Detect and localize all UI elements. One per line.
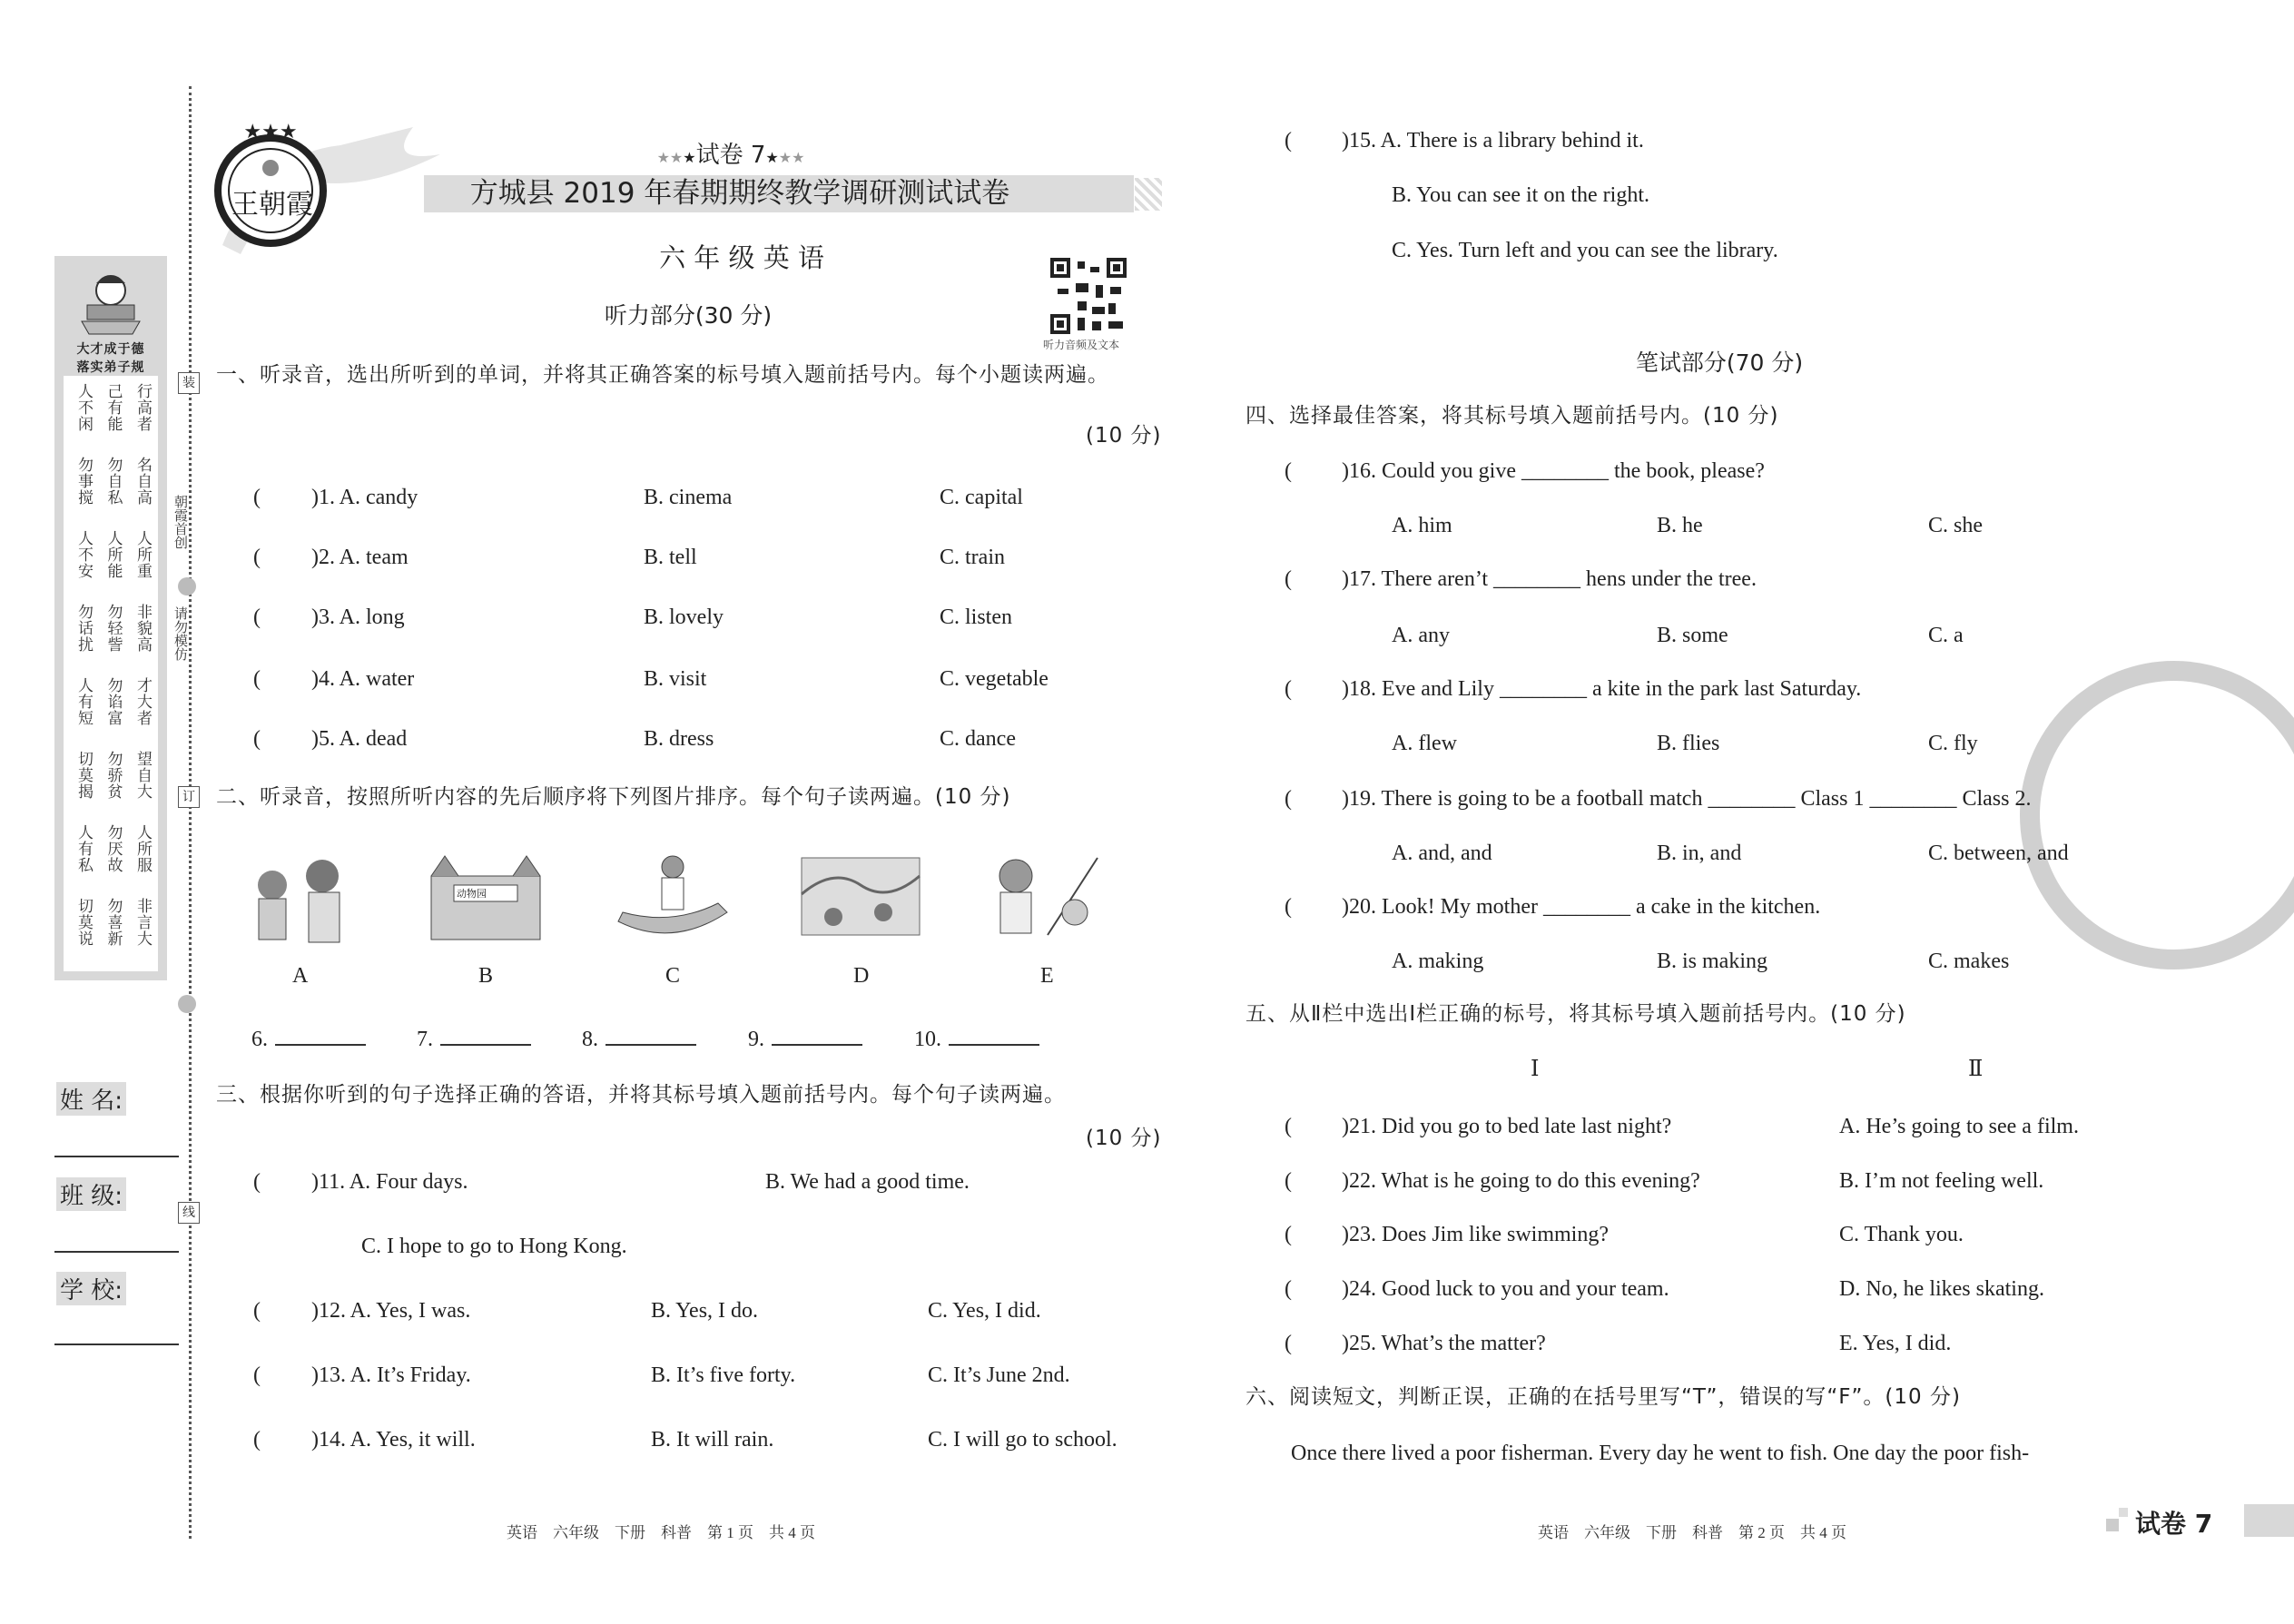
footer-page-2: 英语 六年级 下册 科普 第 2 页 共 4 页 xyxy=(1538,1524,1846,1541)
question-2: )2. A. team xyxy=(311,546,409,569)
verse-column: 勿厌故 xyxy=(103,824,123,873)
picture-label-e: E xyxy=(1040,964,1054,988)
option-a: A. flew xyxy=(1392,732,1457,755)
option-a: A. him xyxy=(1392,514,1452,537)
question-5: )5. A. dead xyxy=(311,727,408,751)
answer-paren[interactable]: ( xyxy=(1285,787,1292,811)
sidebar-panel xyxy=(54,256,167,980)
verse-column: 人所能 xyxy=(103,530,123,579)
answer-paren[interactable]: ( xyxy=(253,486,261,509)
answer-paren[interactable]: ( xyxy=(253,727,261,751)
section2-heading: 二、听录音，按照所听内容的先后顺序将下列图片排序。每个句子读两遍。(10 分) xyxy=(216,785,1011,809)
logo-text: 王朝霞 xyxy=(231,189,313,221)
verse-column: 己有能 xyxy=(103,383,123,432)
order-blank xyxy=(251,1024,366,1053)
option-b: B. in, and xyxy=(1657,842,1742,865)
answer-paren[interactable]: ( xyxy=(253,605,261,629)
verse-column: 勿谄富 xyxy=(103,677,123,726)
margin-seal-icon xyxy=(178,995,196,1013)
option-b: B. dress xyxy=(644,727,714,751)
option-b: B. flies xyxy=(1657,732,1720,755)
question-4: )4. A. water xyxy=(311,667,415,691)
verse-column: 切莫揭 xyxy=(74,751,93,800)
page-title: 方城县 2019 年春期期终教学调研测试试卷 xyxy=(469,177,1010,210)
section6-heading: 六、阅读短文，判断正误，正确的在括号里写“T”，错误的写“F”。(10 分) xyxy=(1245,1385,1961,1409)
writing-part-title: 笔试部分(70 分) xyxy=(1635,349,1804,376)
dizigui-verses xyxy=(64,376,158,971)
verse-column: 人不安 xyxy=(74,530,93,579)
match-question-25: )25. What’s the matter? xyxy=(1342,1332,1546,1355)
scholar-cartoon-icon xyxy=(74,265,147,338)
school-label: 学 校: xyxy=(56,1272,126,1305)
verse-column: 才大者 xyxy=(133,677,152,726)
answer-paren[interactable]: ( xyxy=(1285,1223,1292,1246)
margin-mark-xian: 线 xyxy=(178,1202,200,1224)
margin-note-original: 朝霞首创 xyxy=(172,495,189,549)
answer-blank[interactable] xyxy=(605,1024,696,1046)
option-b: B. We had a good time. xyxy=(765,1170,970,1194)
question-17: )17. There aren’t ________ hens under the tree. xyxy=(1342,567,1757,591)
answer-paren[interactable]: ( xyxy=(1285,129,1292,153)
svg-text:★★★: ★★★ xyxy=(243,120,298,143)
question-14: )14. A. Yes, it will. xyxy=(311,1428,476,1452)
school-field[interactable] xyxy=(54,1343,179,1345)
answer-paren[interactable]: ( xyxy=(1285,567,1292,591)
verse-group xyxy=(74,457,151,506)
name-label: 姓 名: xyxy=(56,1082,126,1116)
class-label: 班 级: xyxy=(56,1177,126,1211)
picture-e xyxy=(984,849,1111,944)
question-16: )16. Could you give ________ the book, please? xyxy=(1342,459,1765,483)
reading-passage: Once there lived a poor fisherman. Every day he went to fish. One day the poor fish- xyxy=(1291,1442,2030,1465)
option-b: B. is making xyxy=(1657,950,1768,973)
answer-blank[interactable] xyxy=(772,1024,862,1046)
answer-paren[interactable]: ( xyxy=(253,1170,261,1194)
footer-page-1: 英语 六年级 下册 科普 第 1 页 共 4 页 xyxy=(507,1524,815,1541)
option-c: C. between, and xyxy=(1928,842,2069,865)
option-c: C. dance xyxy=(940,727,1016,751)
margin-mark-ding: 订 xyxy=(178,786,200,808)
question-11: )11. A. Four days. xyxy=(311,1170,468,1194)
answer-paren[interactable]: ( xyxy=(1285,895,1292,919)
question-20: )20. Look! My mother ________ a cake in the kitchen. xyxy=(1342,895,1821,919)
match-question-21: )21. Did you go to bed late last night? xyxy=(1342,1115,1672,1138)
answer-blank[interactable] xyxy=(275,1024,366,1046)
answer-paren[interactable]: ( xyxy=(253,1428,261,1452)
option-c: C. capital xyxy=(940,486,1023,509)
option-c: C. It’s June 2nd. xyxy=(928,1363,1070,1387)
section1-score: (10 分) xyxy=(1086,424,1162,448)
margin-seal-icon xyxy=(178,577,196,595)
binding-line xyxy=(189,86,192,1539)
match-answer: E. Yes, I did. xyxy=(1839,1332,1952,1355)
column-1-header: Ⅰ xyxy=(1531,1058,1540,1081)
option-a: A. any xyxy=(1392,624,1450,647)
verse-column: 名自高 xyxy=(133,457,152,506)
qr-caption: 听力音频及文本 xyxy=(1043,339,1120,351)
question-12: )12. A. Yes, I was. xyxy=(311,1299,471,1323)
verse-group xyxy=(74,677,151,726)
option-b: B. lovely xyxy=(644,605,724,629)
match-question-24: )24. Good luck to you and your team. xyxy=(1342,1277,1669,1301)
option-c: C. I hope to go to Hong Kong. xyxy=(361,1235,627,1258)
watermark-seal xyxy=(2020,661,2294,969)
question-15: )15. A. There is a library behind it. xyxy=(1342,129,1644,153)
paper-label-text: 试卷 7 xyxy=(695,142,766,169)
picture-c xyxy=(609,849,736,944)
option-b: B. some xyxy=(1657,624,1728,647)
verse-group xyxy=(74,751,151,800)
question-19: )19. There is going to be a football match ________ Class 1 ________ Class 2. xyxy=(1342,787,2032,811)
option-c: C. listen xyxy=(940,605,1013,629)
answer-paren[interactable]: ( xyxy=(253,546,261,569)
verse-column: 勿事搅 xyxy=(74,457,93,506)
option-c: C. Yes. Turn left and you can see the library. xyxy=(1392,239,1778,262)
match-answer: C. Thank you. xyxy=(1839,1223,1964,1246)
stars-left: ★★ xyxy=(656,149,684,166)
verse-column: 切莫说 xyxy=(74,898,93,947)
verse-column: 人不闲 xyxy=(74,383,93,432)
picture-b-sign: 动物园 xyxy=(457,888,487,900)
margin-note-no-copy: 请勿模仿 xyxy=(172,606,189,661)
option-b: B. visit xyxy=(644,667,707,691)
match-answer: D. No, he likes skating. xyxy=(1839,1277,2044,1301)
verse-column: 勿话扰 xyxy=(74,604,93,653)
verse-column: 非言大 xyxy=(133,898,152,947)
picture-label-b: B xyxy=(478,964,494,988)
question-18: )18. Eve and Lily ________ a kite in the park last Saturday. xyxy=(1342,677,1862,701)
class-field[interactable] xyxy=(54,1251,179,1253)
answer-paren[interactable]: ( xyxy=(1285,1115,1292,1138)
order-blank xyxy=(914,1024,1039,1053)
paper-badge-text: 试卷 7 xyxy=(2135,1509,2213,1539)
answer-paren[interactable]: ( xyxy=(1285,1332,1292,1355)
section5-heading: 五、从Ⅱ栏中选出Ⅰ栏正确的标号，将其标号填入题前括号内。(10 分) xyxy=(1245,1002,1906,1026)
verse-group xyxy=(74,898,151,947)
option-c: C. Yes, I did. xyxy=(928,1299,1041,1323)
option-b: B. It’s five forty. xyxy=(651,1363,796,1387)
motto-line-2: 落实弟子规 xyxy=(76,360,145,375)
paper-badge xyxy=(2106,1504,2294,1537)
blank-number: 8. xyxy=(582,1028,598,1051)
option-b: B. It will rain. xyxy=(651,1428,774,1452)
option-b: B. Yes, I do. xyxy=(651,1299,759,1323)
banner-pattern xyxy=(1135,178,1162,211)
match-question-22: )22. What is he going to do this evening? xyxy=(1342,1169,1700,1193)
question-13: )13. A. It’s Friday. xyxy=(311,1363,471,1387)
verse-column: 行高者 xyxy=(133,383,152,432)
paper-label: ★★★试卷 7★★★ xyxy=(656,142,805,169)
verse-column: 望自大 xyxy=(133,751,152,800)
option-c: C. fly xyxy=(1928,732,1978,755)
match-answer: B. I’m not feeling well. xyxy=(1839,1169,2044,1193)
qr-code-icon[interactable] xyxy=(1050,258,1127,334)
blank-number: 10. xyxy=(914,1028,941,1051)
blank-number: 9. xyxy=(748,1028,764,1051)
option-b: B. You can see it on the right. xyxy=(1392,183,1649,207)
order-blank xyxy=(748,1024,862,1053)
blank-number: 7. xyxy=(417,1028,433,1051)
name-field[interactable] xyxy=(54,1156,179,1157)
option-b: B. tell xyxy=(644,546,697,569)
verse-column: 人有私 xyxy=(74,824,93,873)
option-c: C. I will go to school. xyxy=(928,1428,1117,1452)
answer-paren[interactable]: ( xyxy=(1285,459,1292,483)
option-b: B. he xyxy=(1657,514,1703,537)
section3-heading: 三、根据你听到的句子选择正确的答语，并将其标号填入题前括号内。每个句子读两遍。 xyxy=(216,1083,1066,1107)
question-1: )1. A. candy xyxy=(311,486,418,509)
verse-column: 人有短 xyxy=(74,677,93,726)
option-c: C. vegetable xyxy=(940,667,1049,691)
verse-column: 非貌高 xyxy=(133,604,152,653)
option-a: A. and, and xyxy=(1392,842,1492,865)
option-c: C. train xyxy=(940,546,1005,569)
listening-part-title: 听力部分(30 分) xyxy=(604,302,773,329)
answer-blank[interactable] xyxy=(949,1024,1039,1046)
option-c: C. a xyxy=(1928,624,1964,647)
section1-heading: 一、听录音，选出所听到的单词，并将其正确答案的标号填入题前括号内。每个小题读两遍。 xyxy=(216,363,1109,387)
verse-column: 勿轻訾 xyxy=(103,604,123,653)
picture-label-a: A xyxy=(292,964,309,988)
verse-column: 勿喜新 xyxy=(103,898,123,947)
answer-paren[interactable]: ( xyxy=(253,667,261,691)
verse-group xyxy=(74,604,151,653)
answer-paren[interactable]: ( xyxy=(253,1299,261,1323)
verse-group xyxy=(74,530,151,579)
order-blank xyxy=(582,1024,696,1053)
picture-a xyxy=(236,849,363,944)
verse-group xyxy=(74,824,151,873)
verse-column: 人所服 xyxy=(133,824,152,873)
section4-heading: 四、选择最佳答案，将其标号填入题前括号内。(10 分) xyxy=(1245,404,1779,428)
question-3: )3. A. long xyxy=(311,605,405,629)
match-question-23: )23. Does Jim like swimming? xyxy=(1342,1223,1609,1246)
answer-paren[interactable]: ( xyxy=(1285,677,1292,701)
answer-paren[interactable]: ( xyxy=(1285,1169,1292,1193)
margin-mark-zhuang: 装 xyxy=(178,372,200,394)
option-a: A. making xyxy=(1392,950,1484,973)
verse-group xyxy=(74,383,151,432)
answer-paren[interactable]: ( xyxy=(1285,1277,1292,1301)
picture-b xyxy=(422,849,549,944)
picture-d xyxy=(797,849,924,944)
option-c: C. she xyxy=(1928,514,1983,537)
picture-label-d: D xyxy=(853,964,870,988)
option-c: C. makes xyxy=(1928,950,2010,973)
section3-score: (10 分) xyxy=(1086,1127,1162,1150)
answer-blank[interactable] xyxy=(440,1024,531,1046)
blank-number: 6. xyxy=(251,1028,268,1051)
column-2-header: Ⅱ xyxy=(1968,1058,1984,1081)
verse-column: 勿自私 xyxy=(103,457,123,506)
subject-title: 六 年 级 英 语 xyxy=(659,242,824,273)
order-blank xyxy=(417,1024,531,1053)
motto-line-1: 大才成于德 xyxy=(76,342,145,357)
option-b: B. cinema xyxy=(644,486,733,509)
verse-column: 人所重 xyxy=(133,530,152,579)
verse-column: 勿骄贫 xyxy=(103,751,123,800)
answer-paren[interactable]: ( xyxy=(253,1363,261,1387)
picture-label-c: C xyxy=(665,964,681,988)
match-answer: A. He’s going to see a film. xyxy=(1839,1115,2079,1138)
